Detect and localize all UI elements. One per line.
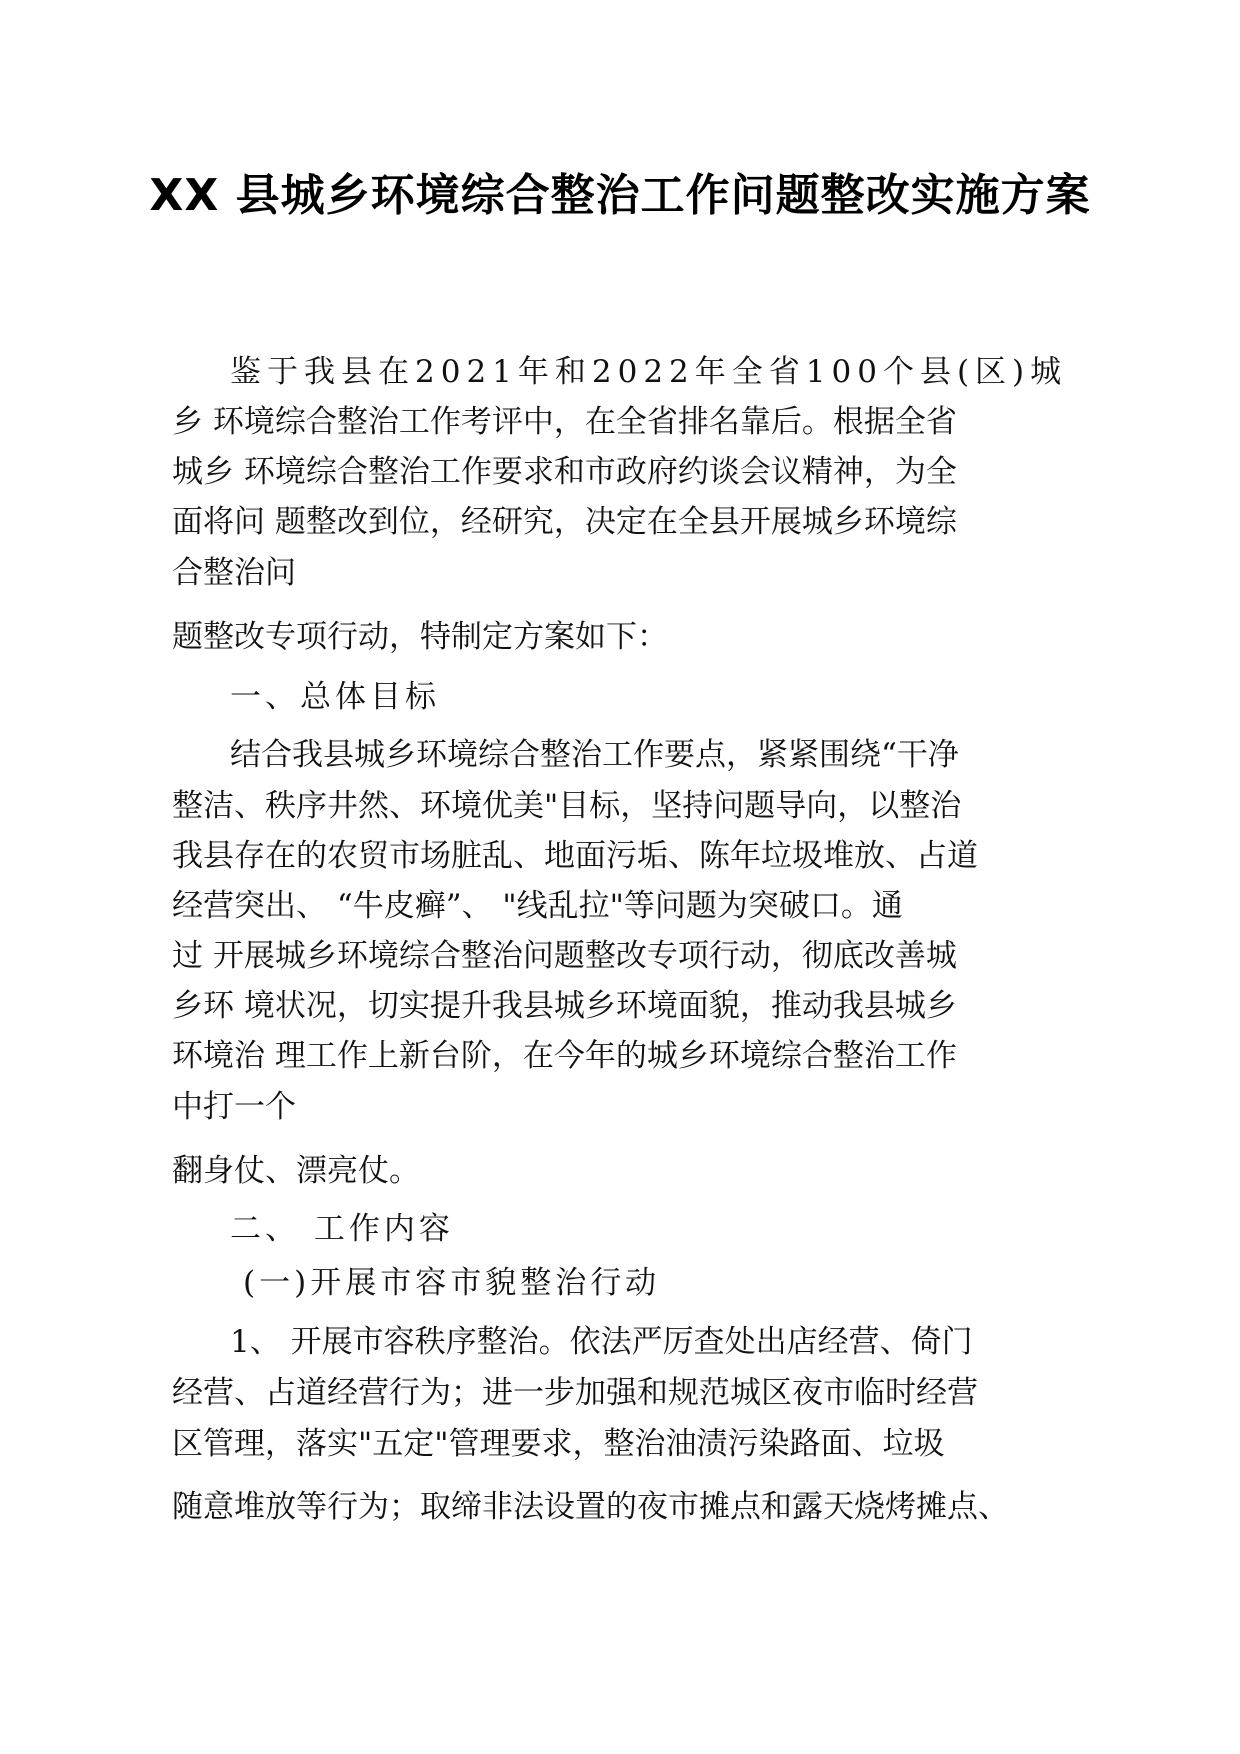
paragraph-line: 中打一个 [172,1089,296,1125]
paragraph-line: 鉴于我县在2021年和2022年全省100个县(区)城 [230,354,1068,390]
paragraph-line: 结合我县城乡环境综合整治工作要点，紧紧围绕“干净 [230,737,959,773]
paragraph-line: 区管理，落实"五定"管理要求，整治油渍污染路面、垃圾 [172,1426,945,1462]
paragraph-line: 面将问 题整改到位，经研究，决定在全县开展城乡环境综 [172,504,957,540]
paragraph-line: 过 开展城乡环境综合整治问题整改专项行动，彻底改善城 [172,938,957,974]
subsection-heading: (一)开展市容市貌整治行动 [243,1265,661,1301]
paragraph-line: 乡 环境综合整治工作考评中，在全省排名靠后。根据全省 [172,404,957,440]
paragraph-line: 城乡 环境综合整治工作要求和市政府约谈会议精神，为全 [172,454,957,490]
paragraph-line: 翻身仗、漂亮仗。 [172,1153,420,1189]
section-heading: 一、总体目标 [230,679,440,715]
paragraph-line: 1、 开展市容秩序整治。依法严厉查处出店经营、倚门 [230,1324,973,1360]
document-title: XX 县城乡环境综合整治工作问题整改实施方案 [149,170,1091,221]
paragraph-line: 环境治 理工作上新台阶，在今年的城乡环境综合整治工作 [172,1038,957,1074]
section-heading: 二、 工作内容 [230,1211,454,1247]
paragraph-line: 我县存在的农贸市场脏乱、地面污垢、陈年垃圾堆放、占道 [172,838,978,874]
paragraph-line: 整洁、秩序井然、环境优美"目标，坚持问题导向，以整治 [172,788,962,824]
paragraph-line: 乡环 境状况，切实提升我县城乡环境面貌，推动我县城乡 [172,988,957,1024]
paragraph-line: 经营突出、 “牛皮癣”、 "线乱拉"等问题为突破口。通 [172,888,903,924]
paragraph-line: 题整改专项行动，特制定方案如下： [172,619,668,655]
paragraph-line: 合整治问 [172,555,296,591]
paragraph-line: 经营、占道经营行为；进一步加强和规范城区夜市临时经营 [172,1375,978,1411]
paragraph-line: 随意堆放等行为；取缔非法设置的夜市摊点和露天烧烤摊点、 [172,1489,1009,1525]
